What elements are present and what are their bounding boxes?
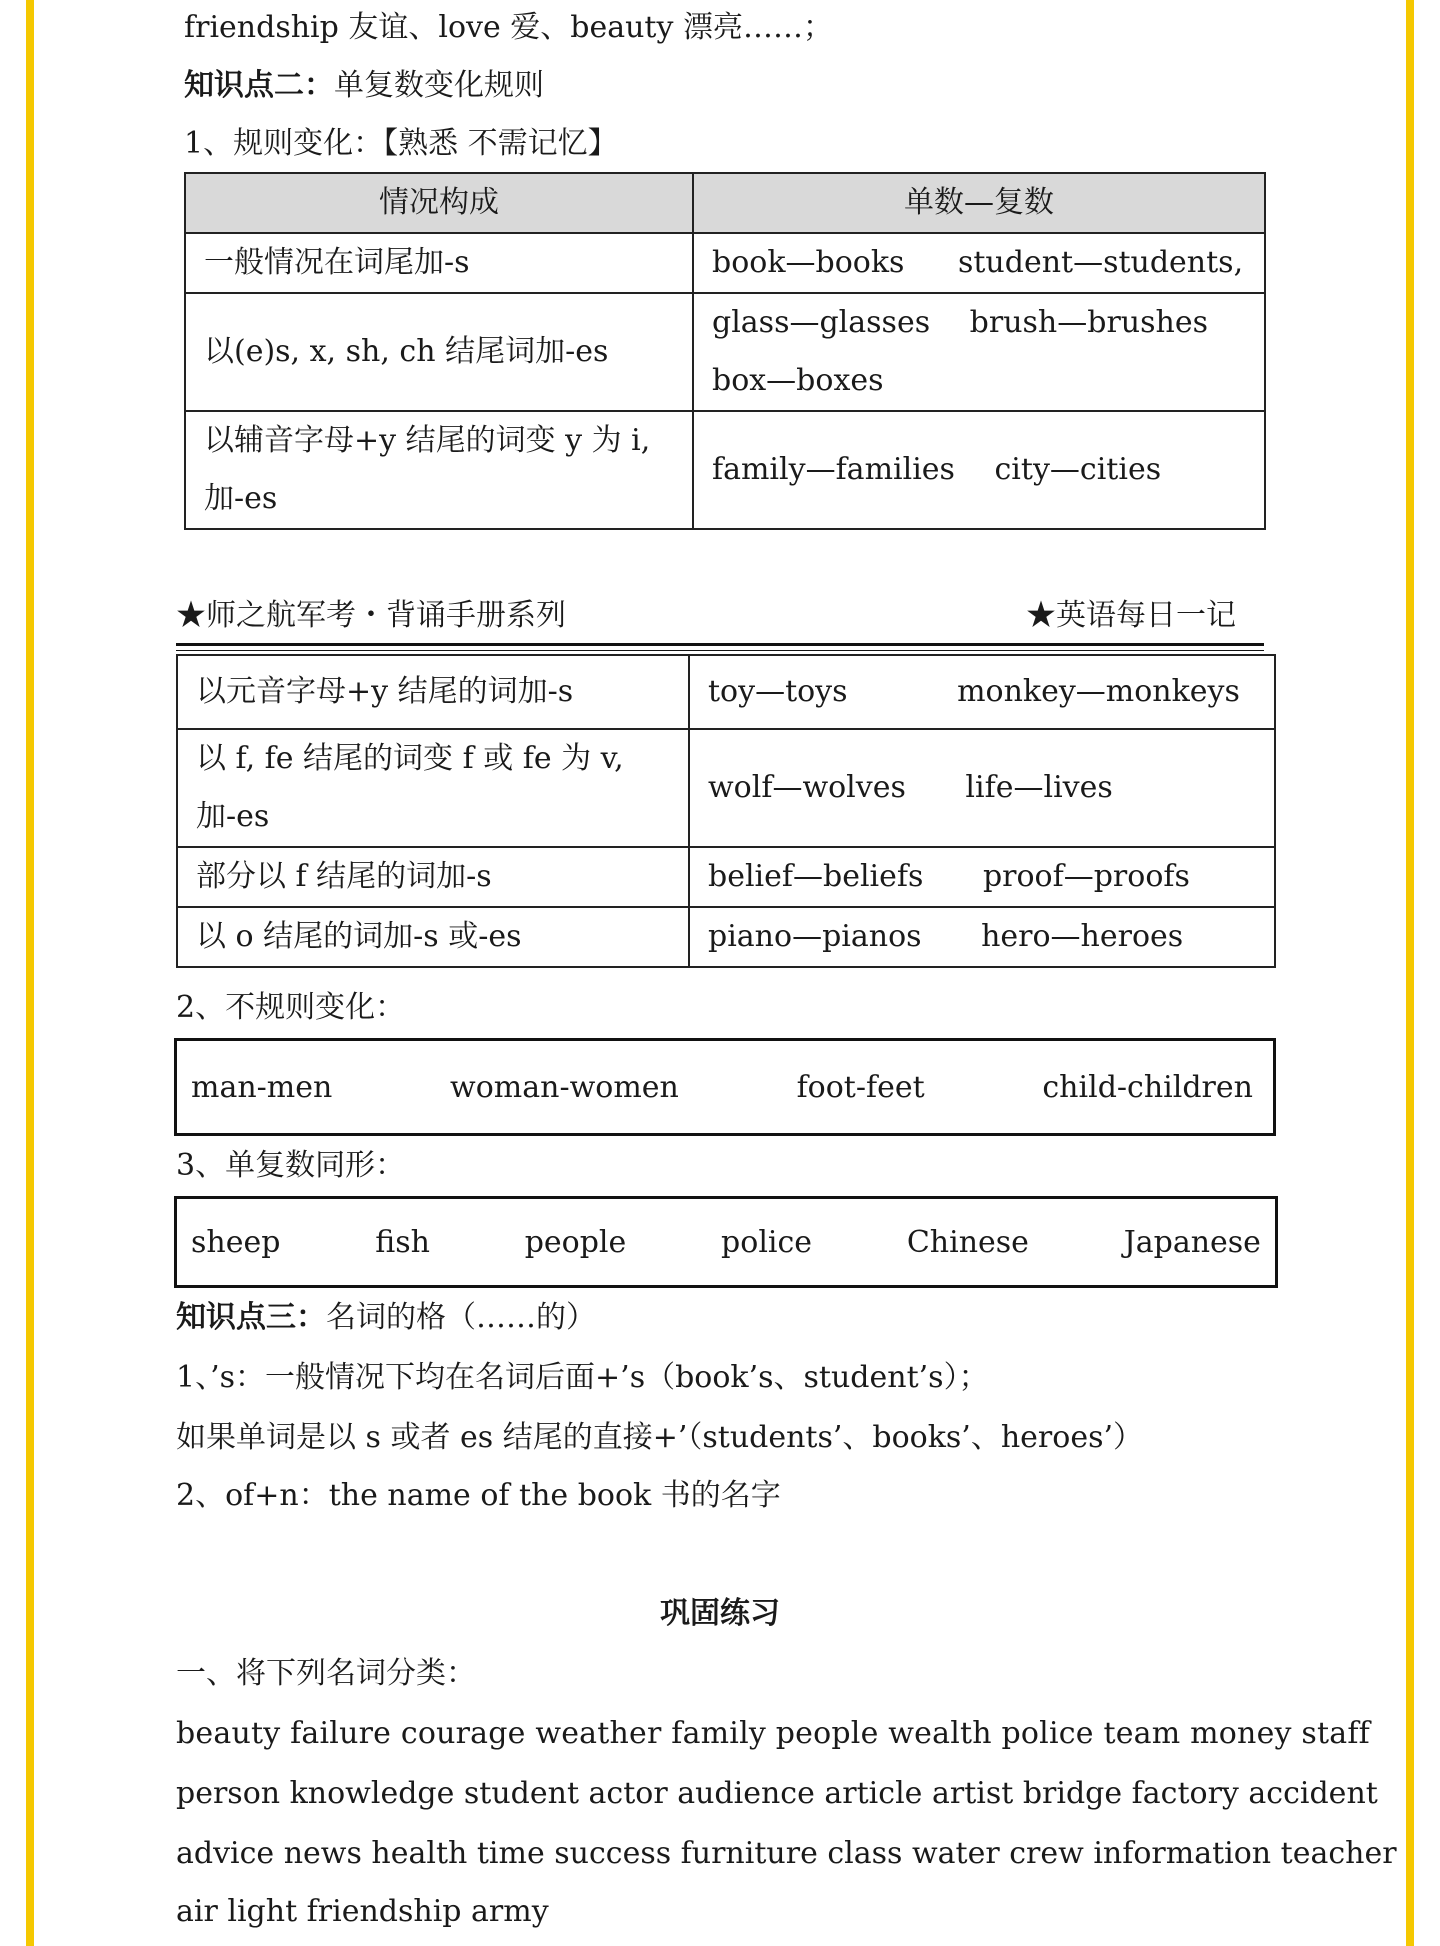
table-header-cell: 情况构成: [185, 173, 693, 233]
rule-cell: 以(e)s, x, sh, ch 结尾词加-es: [185, 293, 693, 411]
irregular-word: man-men: [191, 1069, 333, 1105]
header-divider-thin: [176, 650, 1264, 651]
practice-words-line: person knowledge student actor audience article artist bridge factory accident: [176, 1776, 1378, 1811]
example: wolf—wolves: [708, 770, 906, 805]
section2-title: 单复数变化规则: [334, 68, 544, 103]
example-cell: [693, 411, 1265, 529]
example-cell: [689, 847, 1275, 907]
irregular-word: child-children: [1042, 1069, 1253, 1105]
section3-heading: [176, 1298, 596, 1338]
example-cell: [689, 729, 1275, 847]
practice-words-line: advice news health time success furniture class water crew information teacher: [176, 1836, 1397, 1871]
rule-cell: 以 o 结尾的词加-s 或-es: [177, 907, 689, 967]
table-row: [185, 293, 1265, 411]
same-form-word: police: [721, 1224, 813, 1260]
example: hero—heroes: [981, 919, 1184, 954]
same-form-word: Japanese: [1123, 1224, 1261, 1260]
example: piano—pianos: [708, 919, 922, 954]
irregular-heading: 2、不规则变化：: [176, 990, 406, 1025]
table-row: [185, 411, 1265, 529]
possessive-line: 2、of+n：the name of the book 书的名字: [176, 1478, 781, 1513]
example: glass—glasses: [712, 305, 931, 340]
example: life—lives: [965, 770, 1113, 805]
irregular-word: foot-feet: [796, 1069, 925, 1105]
rule-cell: 以 f, fe 结尾的词变 f 或 fe 为 v, 加-es: [177, 729, 689, 847]
example: book—books: [712, 245, 905, 280]
example-cell: [689, 907, 1275, 967]
intro-line: friendship 友谊、love 爱、beauty 漂亮……；: [184, 10, 833, 45]
example: brush—brushes: [969, 305, 1208, 340]
example: toy—toys: [708, 674, 848, 709]
table-row: [185, 233, 1265, 293]
example-cell: [693, 293, 1265, 411]
practice-words-line: air light friendship army: [176, 1894, 549, 1929]
rules-table-2: [176, 654, 1276, 968]
example: proof—proofs: [982, 859, 1190, 894]
table-header-row: [185, 173, 1265, 233]
same-form-word: people: [524, 1224, 627, 1260]
same-form-heading: 3、单复数同形：: [176, 1148, 406, 1183]
rule-cell: 一般情况在词尾加-s: [185, 233, 693, 293]
example: student—students,: [957, 245, 1244, 280]
running-header-right: ★英语每日一记: [1026, 598, 1236, 633]
practice-task: 一、将下列名词分类：: [176, 1656, 476, 1691]
section2-heading: [184, 66, 544, 106]
rule-cell: 以辅音字母+y 结尾的词变 y 为 i, 加-es: [185, 411, 693, 529]
same-form-word: fish: [375, 1224, 430, 1260]
section3-title: 名词的格（……的）: [326, 1300, 596, 1335]
table-row: [177, 907, 1275, 967]
same-form-word: Chinese: [906, 1224, 1029, 1260]
regular-heading: 1、规则变化：【熟悉 不需记忆】: [184, 126, 618, 161]
example: monkey—monkeys: [957, 674, 1240, 709]
same-form-box: [174, 1196, 1278, 1288]
example-cell: [689, 655, 1275, 729]
example: family—families: [712, 452, 955, 487]
rule-cell: 以元音字母+y 结尾的词加-s: [177, 655, 689, 729]
table-header-cell: 单数—复数: [693, 173, 1265, 233]
header-divider-thick: [176, 643, 1264, 646]
example: box—boxes: [712, 363, 884, 398]
example: belief—beliefs: [708, 859, 924, 894]
section3-prefix: 知识点三：: [176, 1300, 326, 1335]
table-row: [177, 729, 1275, 847]
possessive-line: 1、’s：一般情况下均在名词后面+’s（book’s、student’s）；: [176, 1360, 989, 1395]
rule-cell: 部分以 f 结尾的词加-s: [177, 847, 689, 907]
example: city—cities: [994, 452, 1162, 487]
practice-words-line: beauty failure courage weather family people wealth police team money staff: [176, 1716, 1370, 1751]
example-cell: [693, 233, 1265, 293]
table-row: [177, 655, 1275, 729]
possessive-line: 如果单词是以 s 或者 es 结尾的直接+’（students’、books’、heroes’）: [176, 1420, 1144, 1455]
irregular-word: woman-women: [450, 1069, 679, 1105]
rules-table-1: [184, 172, 1266, 530]
table-row: [177, 847, 1275, 907]
running-header-left: ★师之航军考・背诵手册系列: [176, 598, 566, 633]
irregular-box: [174, 1038, 1276, 1136]
practice-title: 巩固练习: [660, 1596, 780, 1631]
same-form-word: sheep: [191, 1224, 281, 1260]
section2-prefix: 知识点二：: [184, 68, 334, 103]
